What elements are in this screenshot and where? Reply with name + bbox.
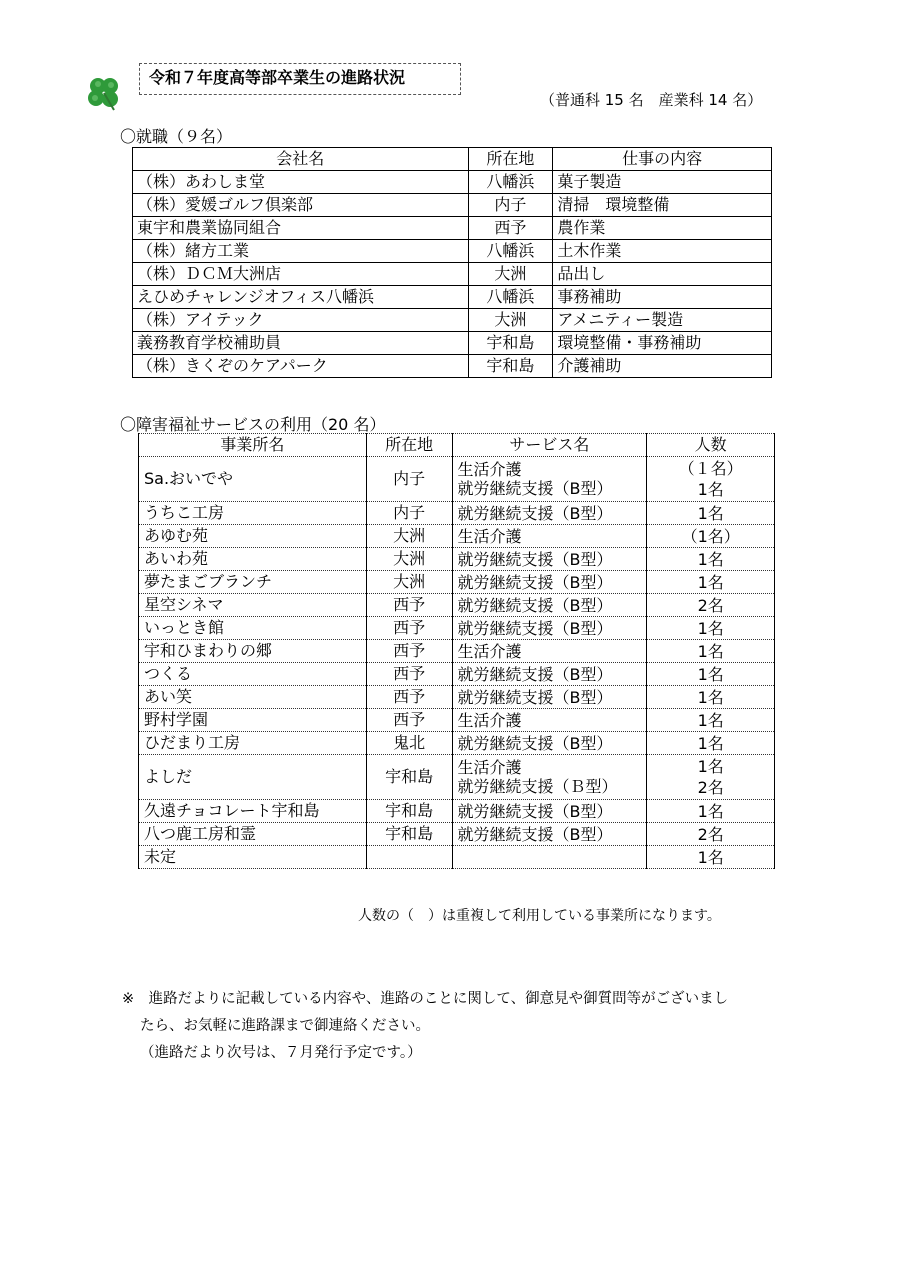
facility-name-cell: いっとき館 [139, 617, 367, 640]
job-content-cell: 清掃 環境整備 [553, 194, 772, 217]
facility-name-cell: 未定 [139, 846, 367, 869]
company-name-cell: えひめチャレンジオフィス八幡浜 [133, 286, 469, 309]
column-header: 仕事の内容 [553, 148, 772, 171]
table-row [133, 263, 772, 286]
location-cell: 宇和島 [468, 355, 553, 378]
count-value: 1名 [697, 687, 724, 707]
service-name: 生活介護 [457, 710, 522, 730]
count-cell [647, 594, 775, 617]
column-header: 事業所名 [139, 434, 367, 457]
service-name: 就労継続支援（B型） [457, 687, 613, 707]
facility-name-cell: あいわ苑 [139, 548, 367, 571]
table-row [139, 571, 775, 594]
service-cell [452, 525, 647, 548]
service-name: 就労継続支援（B型） [457, 595, 613, 615]
count-note: 人数の（ ）は重複して利用している事業所になります。 [358, 908, 721, 924]
table-row [139, 755, 775, 800]
company-name-cell: （株）緒方工業 [133, 240, 469, 263]
count-cell [647, 571, 775, 594]
service-cell [452, 548, 647, 571]
count-cell [647, 823, 775, 846]
table-row [139, 502, 775, 525]
location-cell: 宇和島 [366, 800, 452, 823]
table-row [133, 286, 772, 309]
location-cell: 宇和島 [366, 755, 452, 800]
job-content-cell: 菓子製造 [553, 171, 772, 194]
location-cell: 八幡浜 [468, 286, 553, 309]
table-row [139, 457, 775, 502]
service-name: 就労継続支援（B型） [457, 618, 613, 638]
count-value: 1名 [697, 664, 724, 684]
table-row [139, 663, 775, 686]
service-cell [452, 686, 647, 709]
location-cell: 内子 [468, 194, 553, 217]
facility-name-cell: Sa.おいでや [139, 457, 367, 502]
service-name: 就労継続支援（B型） [457, 572, 613, 592]
table-row [139, 548, 775, 571]
service-cell [452, 502, 647, 525]
facility-name-cell: つくる [139, 663, 367, 686]
table-row [133, 332, 772, 355]
location-cell: 内子 [366, 502, 452, 525]
count-value: 1名 [697, 733, 724, 753]
column-header: 人数 [647, 434, 775, 457]
facility-name-cell: 宇和ひまわりの郷 [139, 640, 367, 663]
facility-name-cell: うちこ工房 [139, 502, 367, 525]
location-cell: 西予 [366, 617, 452, 640]
count-value: 1名 [697, 757, 724, 776]
service-name: 就労継続支援（B型） [457, 664, 613, 684]
location-cell: 西予 [366, 663, 452, 686]
company-name-cell: （株）愛媛ゴルフ倶楽部 [133, 194, 469, 217]
count-cell [647, 457, 775, 502]
count-cell [647, 846, 775, 869]
location-cell: 大洲 [366, 548, 452, 571]
job-content-cell: 土木作業 [553, 240, 772, 263]
table-row [133, 171, 772, 194]
company-name-cell: 義務教育学校補助員 [133, 332, 469, 355]
count-value: 1名 [697, 801, 724, 821]
count-cell [647, 525, 775, 548]
table-row [133, 194, 772, 217]
facility-name-cell: 久遠チョコレート宇和島 [139, 800, 367, 823]
table-row [133, 309, 772, 332]
location-cell: 大洲 [468, 263, 553, 286]
count-value: 1名 [697, 710, 724, 730]
company-name-cell: （株）きくぞのケアパーク [133, 355, 469, 378]
facility-name-cell: あゆむ苑 [139, 525, 367, 548]
service-name: 就労継続支援（B型） [457, 801, 613, 821]
count-cell [647, 663, 775, 686]
company-name-cell: （株）あわしま堂 [133, 171, 469, 194]
table-row [139, 823, 775, 846]
service-name: 生活介護 [457, 758, 522, 777]
column-header: 所在地 [468, 148, 553, 171]
location-cell: 大洲 [366, 525, 452, 548]
service-cell [452, 640, 647, 663]
table-row [133, 355, 772, 378]
table-row [139, 709, 775, 732]
location-cell: 鬼北 [366, 732, 452, 755]
job-content-cell: 農作業 [553, 217, 772, 240]
service-cell [452, 800, 647, 823]
table-row [133, 217, 772, 240]
table-header-row [133, 148, 772, 171]
service-cell [452, 755, 647, 800]
service-cell [452, 846, 647, 869]
count-cell [647, 548, 775, 571]
company-name-cell: （株）アイテック [133, 309, 469, 332]
table-row [139, 617, 775, 640]
clover-icon [84, 74, 124, 112]
service-name: 就労継続支援（B型） [457, 549, 613, 569]
welfare-heading: 〇障害福祉サービスの利用（20 名） [120, 415, 386, 434]
location-cell: 宇和島 [468, 332, 553, 355]
service-cell [452, 663, 647, 686]
count-cell [647, 709, 775, 732]
count-value: 1名 [697, 480, 724, 499]
count-cell [647, 502, 775, 525]
service-name: 生活介護 [457, 460, 522, 479]
count-value: 1名 [697, 618, 724, 638]
facility-name-cell: 星空シネマ [139, 594, 367, 617]
facility-name-cell: あい笑 [139, 686, 367, 709]
location-cell: 西予 [366, 686, 452, 709]
job-content-cell: 事務補助 [553, 286, 772, 309]
column-header: 会社名 [133, 148, 469, 171]
count-cell [647, 800, 775, 823]
table-row [139, 525, 775, 548]
table-header-row [139, 434, 775, 457]
count-value: 1名 [697, 503, 724, 523]
footer-note [122, 986, 728, 1067]
location-cell: 大洲 [366, 571, 452, 594]
count-value: 2名 [697, 824, 724, 844]
company-name-cell: 東宇和農業協同組合 [133, 217, 469, 240]
table-row [139, 800, 775, 823]
service-name: 就労継続支援（B型） [457, 824, 613, 844]
page-title: 令和７年度高等部卒業生の進路状況 [139, 63, 461, 95]
service-name: 就労継続支援（B型） [457, 503, 613, 523]
service-cell [452, 457, 647, 502]
count-value: （１名） [678, 459, 743, 478]
facility-name-cell: 八つ鹿工房和霊 [139, 823, 367, 846]
facility-name-cell: ひだまり工房 [139, 732, 367, 755]
footer-line: （進路だより次号は、７月発行予定です。） [140, 1045, 422, 1061]
company-name-cell: （株）ＤＣＭ大洲店 [133, 263, 469, 286]
service-name: 生活介護 [457, 641, 522, 661]
facility-name-cell: 夢たまごブランチ [139, 571, 367, 594]
column-header: サービス名 [452, 434, 647, 457]
job-content-cell: アメニティー製造 [553, 309, 772, 332]
job-content-cell: 環境整備・事務補助 [553, 332, 772, 355]
service-name: 生活介護 [457, 526, 522, 546]
count-value: （1名） [681, 526, 740, 546]
count-cell [647, 755, 775, 800]
count-value: 1名 [697, 641, 724, 661]
service-name: 就労継続支援（B型） [457, 733, 613, 753]
job-content-cell: 介護補助 [553, 355, 772, 378]
service-cell [452, 571, 647, 594]
service-cell [452, 617, 647, 640]
location-cell: 西予 [366, 594, 452, 617]
table-row [139, 640, 775, 663]
footer-line: ※ 進路だよりに記載している内容や、進路のことに関して、御意見や御質問等がございまし [122, 991, 729, 1007]
table-row [133, 240, 772, 263]
table-row [139, 594, 775, 617]
welfare-table [138, 433, 775, 869]
table-row [139, 846, 775, 869]
location-cell: 八幡浜 [468, 240, 553, 263]
service-name: 就労継続支援（Ｂ型） [457, 777, 618, 796]
service-cell [452, 594, 647, 617]
service-cell [452, 732, 647, 755]
service-cell [452, 709, 647, 732]
table-row [139, 732, 775, 755]
location-cell [366, 846, 452, 869]
count-cell [647, 640, 775, 663]
service-cell [452, 823, 647, 846]
service-name: 就労継続支援（B型） [457, 479, 613, 498]
location-cell: 西予 [366, 640, 452, 663]
count-cell [647, 617, 775, 640]
count-value: 2名 [697, 778, 724, 797]
count-cell [647, 686, 775, 709]
table-row [139, 686, 775, 709]
location-cell: 西予 [468, 217, 553, 240]
count-value: 2名 [697, 595, 724, 615]
location-cell: 内子 [366, 457, 452, 502]
location-cell: 宇和島 [366, 823, 452, 846]
count-value: 1名 [697, 572, 724, 592]
job-content-cell: 品出し [553, 263, 772, 286]
count-cell [647, 732, 775, 755]
facility-name-cell: よしだ [139, 755, 367, 800]
column-header: 所在地 [366, 434, 452, 457]
employment-heading: 〇就職（９名） [120, 127, 233, 146]
location-cell: 八幡浜 [468, 171, 553, 194]
count-value: 1名 [697, 549, 724, 569]
location-cell: 大洲 [468, 309, 553, 332]
employment-table [132, 147, 772, 378]
location-cell: 西予 [366, 709, 452, 732]
facility-name-cell: 野村学園 [139, 709, 367, 732]
footer-line: たら、お気軽に進路課まで御連絡ください。 [140, 1018, 430, 1034]
enrollment-summary: （普通科 15 名 産業科 14 名） [540, 91, 763, 109]
count-value: 1名 [697, 847, 724, 867]
